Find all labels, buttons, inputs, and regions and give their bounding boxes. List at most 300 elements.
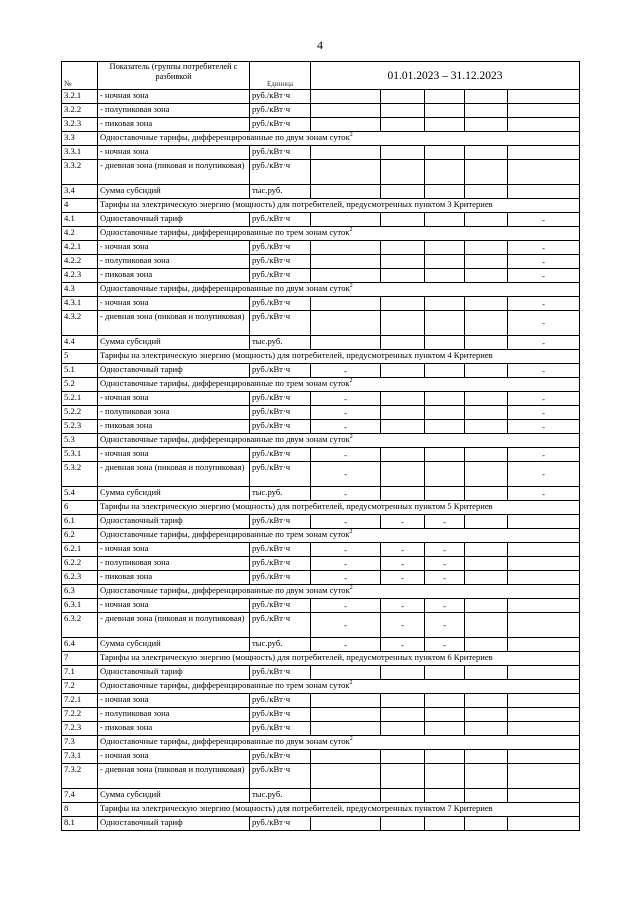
row-number: 7.2 bbox=[62, 680, 98, 694]
row-label: - пиковая зона bbox=[98, 118, 250, 132]
row-label: - ночная зона bbox=[98, 297, 250, 311]
row-label: Одноставочный тариф bbox=[98, 515, 250, 529]
section-label-text: Одноставочные тарифы, дифференцированные по двум зонам суток bbox=[100, 132, 350, 142]
section-row bbox=[62, 199, 580, 213]
row-number: 3.3.2 bbox=[62, 160, 98, 185]
row-unit: руб./кВт·ч bbox=[250, 160, 311, 185]
row-unit: руб./кВт·ч bbox=[250, 420, 311, 434]
value-cell bbox=[425, 406, 465, 420]
value-cell: - bbox=[508, 462, 580, 487]
value-cell bbox=[465, 118, 508, 132]
value-cell bbox=[465, 708, 508, 722]
value-cell: - bbox=[311, 557, 381, 571]
footnote-marker: 2 bbox=[349, 680, 353, 687]
section-label bbox=[98, 132, 580, 146]
value-cell bbox=[311, 817, 381, 831]
value-cell: - bbox=[508, 297, 580, 311]
section-label-text: Одноставочные тарифы, дифференцированные по двум зонам суток bbox=[100, 283, 350, 293]
row-unit: руб./кВт·ч bbox=[250, 213, 311, 227]
table-row bbox=[62, 269, 580, 283]
row-label: - ночная зона bbox=[98, 448, 250, 462]
value-cell bbox=[425, 392, 465, 406]
value-cell bbox=[425, 722, 465, 736]
row-label: Одноставочный тариф bbox=[98, 666, 250, 680]
section-label-text: Одноставочные тарифы, дифференцированные по двум зонам суток bbox=[100, 585, 350, 595]
row-number: 6.3.2 bbox=[62, 613, 98, 638]
value-cell bbox=[311, 336, 381, 350]
row-number: 7.2.1 bbox=[62, 694, 98, 708]
table-row bbox=[62, 487, 580, 501]
row-label: - полупиковая зона bbox=[98, 708, 250, 722]
value-cell: - bbox=[508, 241, 580, 255]
value-cell bbox=[425, 241, 465, 255]
table-row bbox=[62, 557, 580, 571]
value-cell bbox=[381, 392, 425, 406]
value-cell bbox=[311, 297, 381, 311]
value-cell: - bbox=[508, 448, 580, 462]
value-cell bbox=[381, 213, 425, 227]
row-number: 4.2.1 bbox=[62, 241, 98, 255]
table-row bbox=[62, 638, 580, 652]
section-label-text: Тарифы на электрическую энергию (мощность) для потребителей, предусмотренных пунктом 6 Критериев bbox=[100, 652, 493, 662]
value-cell: - bbox=[381, 543, 425, 557]
value-cell: - bbox=[311, 392, 381, 406]
row-unit: руб./кВт·ч bbox=[250, 515, 311, 529]
row-label: - ночная зона bbox=[98, 90, 250, 104]
header-num: № bbox=[62, 62, 98, 90]
footnote-marker: 2 bbox=[349, 378, 353, 385]
row-label: - дневная зона (пиковая и полупиковая) bbox=[98, 160, 250, 185]
row-number: 7.2.2 bbox=[62, 708, 98, 722]
table-row bbox=[62, 543, 580, 557]
value-cell bbox=[465, 185, 508, 199]
row-label: Одноставочный тариф bbox=[98, 364, 250, 378]
row-number: 4.2 bbox=[62, 227, 98, 241]
value-cell bbox=[465, 255, 508, 269]
value-cell bbox=[508, 708, 580, 722]
table-row bbox=[62, 392, 580, 406]
row-label: Сумма субсидий bbox=[98, 336, 250, 350]
section-label-text: Одноставочные тарифы, дифференцированные по трем зонам суток bbox=[100, 227, 350, 237]
value-cell bbox=[381, 241, 425, 255]
value-cell bbox=[465, 599, 508, 613]
row-number: 4.1 bbox=[62, 213, 98, 227]
row-unit: руб./кВт·ч bbox=[250, 817, 311, 831]
value-cell bbox=[508, 104, 580, 118]
table-row bbox=[62, 448, 580, 462]
row-unit: руб./кВт·ч bbox=[250, 666, 311, 680]
value-cell: - bbox=[381, 557, 425, 571]
value-cell bbox=[381, 185, 425, 199]
value-cell bbox=[508, 543, 580, 557]
section-label bbox=[98, 378, 580, 392]
header-period: 01.01.2023 – 31.12.2023 bbox=[311, 62, 580, 90]
row-unit: тыс.руб. bbox=[250, 638, 311, 652]
row-number: 5.2.2 bbox=[62, 406, 98, 420]
value-cell: - bbox=[311, 406, 381, 420]
value-cell bbox=[381, 406, 425, 420]
value-cell bbox=[381, 118, 425, 132]
header-indicator: Показатель (группы потребителей с разбивкой bbox=[98, 62, 250, 90]
value-cell bbox=[381, 666, 425, 680]
row-number: 6 bbox=[62, 501, 98, 515]
row-label: - дневная зона (пиковая и полупиковая) bbox=[98, 613, 250, 638]
value-cell bbox=[425, 90, 465, 104]
value-cell bbox=[381, 269, 425, 283]
row-unit: руб./кВт·ч bbox=[250, 613, 311, 638]
row-number: 7.2.3 bbox=[62, 722, 98, 736]
section-row bbox=[62, 736, 580, 750]
row-number: 6.4 bbox=[62, 638, 98, 652]
row-label: - полупиковая зона bbox=[98, 557, 250, 571]
row-number: 7.3 bbox=[62, 736, 98, 750]
value-cell: - bbox=[508, 213, 580, 227]
value-cell: - bbox=[311, 571, 381, 585]
footnote-marker: 2 bbox=[349, 132, 353, 139]
section-label-text: Тарифы на электрическую энергию (мощность) для потребителей, предусмотренных пунктом 3 Критериев bbox=[100, 199, 493, 209]
value-cell: - bbox=[381, 571, 425, 585]
value-cell bbox=[311, 269, 381, 283]
value-cell: - bbox=[311, 515, 381, 529]
table-row bbox=[62, 90, 580, 104]
value-cell bbox=[311, 789, 381, 803]
value-cell bbox=[425, 336, 465, 350]
row-label: - полупиковая зона bbox=[98, 255, 250, 269]
value-cell bbox=[465, 817, 508, 831]
row-unit: руб./кВт·ч bbox=[250, 462, 311, 487]
section-label bbox=[98, 680, 580, 694]
table-row bbox=[62, 666, 580, 680]
row-number: 6.2.2 bbox=[62, 557, 98, 571]
row-number: 6.2.3 bbox=[62, 571, 98, 585]
value-cell: - bbox=[311, 462, 381, 487]
row-number: 3.4 bbox=[62, 185, 98, 199]
row-label: Одноставочный тариф bbox=[98, 817, 250, 831]
row-number: 7.4 bbox=[62, 789, 98, 803]
value-cell bbox=[425, 146, 465, 160]
footnote-marker: 2 bbox=[349, 434, 353, 441]
row-unit: руб./кВт·ч bbox=[250, 364, 311, 378]
row-unit: руб./кВт·ч bbox=[250, 406, 311, 420]
row-number: 8 bbox=[62, 803, 98, 817]
row-label: - дневная зона (пиковая и полупиковая) bbox=[98, 764, 250, 789]
table-row bbox=[62, 336, 580, 350]
row-number: 4.2.2 bbox=[62, 255, 98, 269]
page-number: 4 bbox=[317, 38, 323, 52]
value-cell bbox=[425, 487, 465, 501]
row-number: 7.3.1 bbox=[62, 750, 98, 764]
row-label: - ночная зона bbox=[98, 241, 250, 255]
value-cell: - bbox=[508, 311, 580, 336]
value-cell bbox=[465, 104, 508, 118]
table-row bbox=[62, 750, 580, 764]
value-cell bbox=[425, 789, 465, 803]
value-cell bbox=[311, 750, 381, 764]
value-cell bbox=[381, 160, 425, 185]
value-cell bbox=[381, 722, 425, 736]
value-cell bbox=[425, 666, 465, 680]
value-cell bbox=[508, 694, 580, 708]
table-row bbox=[62, 406, 580, 420]
section-label bbox=[98, 501, 580, 515]
value-cell: - bbox=[508, 336, 580, 350]
value-cell bbox=[381, 694, 425, 708]
row-number: 5.1 bbox=[62, 364, 98, 378]
value-cell: - bbox=[508, 392, 580, 406]
value-cell bbox=[508, 515, 580, 529]
row-unit: тыс.руб. bbox=[250, 336, 311, 350]
value-cell bbox=[465, 213, 508, 227]
value-cell bbox=[311, 90, 381, 104]
section-label-text: Одноставочные тарифы, дифференцированные по трем зонам суток bbox=[100, 680, 350, 690]
section-label-text: Тарифы на электрическую энергию (мощность) для потребителей, предусмотренных пунктом 5 Критериев bbox=[100, 501, 493, 511]
table-row bbox=[62, 462, 580, 487]
row-label: - дневная зона (пиковая и полупиковая) bbox=[98, 311, 250, 336]
row-unit: руб./кВт·ч bbox=[250, 269, 311, 283]
value-cell bbox=[465, 722, 508, 736]
value-cell bbox=[465, 241, 508, 255]
section-row bbox=[62, 283, 580, 297]
section-label bbox=[98, 736, 580, 750]
value-cell: - bbox=[508, 364, 580, 378]
section-label bbox=[98, 283, 580, 297]
table-row bbox=[62, 515, 580, 529]
row-label: - ночная зона bbox=[98, 146, 250, 160]
value-cell bbox=[311, 146, 381, 160]
section-label bbox=[98, 434, 580, 448]
section-label-text: Одноставочные тарифы, дифференцированные по трем зонам суток bbox=[100, 378, 350, 388]
row-number: 4.2.3 bbox=[62, 269, 98, 283]
table-row bbox=[62, 722, 580, 736]
table-row bbox=[62, 297, 580, 311]
row-number: 5.2 bbox=[62, 378, 98, 392]
section-row bbox=[62, 434, 580, 448]
value-cell bbox=[381, 420, 425, 434]
value-cell bbox=[425, 213, 465, 227]
value-cell bbox=[465, 543, 508, 557]
section-label-text: Одноставочные тарифы, дифференцированные по двум зонам суток bbox=[100, 736, 350, 746]
footnote-marker: 2 bbox=[349, 736, 353, 743]
row-label: Одноставочный тариф bbox=[98, 213, 250, 227]
value-cell bbox=[425, 750, 465, 764]
value-cell: - bbox=[425, 599, 465, 613]
value-cell bbox=[381, 462, 425, 487]
value-cell bbox=[465, 420, 508, 434]
value-cell bbox=[381, 764, 425, 789]
value-cell bbox=[311, 213, 381, 227]
row-number: 5 bbox=[62, 350, 98, 364]
value-cell bbox=[381, 750, 425, 764]
value-cell: - bbox=[311, 599, 381, 613]
row-label: Сумма субсидий bbox=[98, 185, 250, 199]
value-cell: - bbox=[381, 638, 425, 652]
value-cell bbox=[425, 118, 465, 132]
footnote-marker: 2 bbox=[349, 283, 353, 290]
value-cell bbox=[381, 817, 425, 831]
table-row bbox=[62, 241, 580, 255]
row-number: 5.3.2 bbox=[62, 462, 98, 487]
value-cell bbox=[425, 160, 465, 185]
value-cell bbox=[425, 817, 465, 831]
value-cell bbox=[465, 462, 508, 487]
value-cell bbox=[465, 571, 508, 585]
value-cell: - bbox=[425, 638, 465, 652]
tariff-table bbox=[61, 61, 580, 831]
row-unit: тыс.руб. bbox=[250, 789, 311, 803]
row-label: Сумма субсидий bbox=[98, 487, 250, 501]
row-unit: руб./кВт·ч bbox=[250, 750, 311, 764]
value-cell bbox=[465, 269, 508, 283]
row-unit: руб./кВт·ч bbox=[250, 448, 311, 462]
value-cell bbox=[465, 160, 508, 185]
row-label: - ночная зона bbox=[98, 392, 250, 406]
row-label: - полупиковая зона bbox=[98, 406, 250, 420]
value-cell bbox=[425, 269, 465, 283]
value-cell bbox=[311, 708, 381, 722]
table-row bbox=[62, 571, 580, 585]
section-label-text: Тарифы на электрическую энергию (мощность) для потребителей, предусмотренных пунктом 4 Критериев bbox=[100, 350, 493, 360]
row-unit: руб./кВт·ч bbox=[250, 255, 311, 269]
value-cell bbox=[311, 764, 381, 789]
row-number: 4.4 bbox=[62, 336, 98, 350]
row-number: 5.3.1 bbox=[62, 448, 98, 462]
row-unit: руб./кВт·ч bbox=[250, 297, 311, 311]
row-number: 3.3.1 bbox=[62, 146, 98, 160]
row-number: 7 bbox=[62, 652, 98, 666]
section-row bbox=[62, 378, 580, 392]
value-cell bbox=[465, 336, 508, 350]
row-number: 5.3 bbox=[62, 434, 98, 448]
value-cell bbox=[381, 789, 425, 803]
row-number: 3.2.2 bbox=[62, 104, 98, 118]
table-row bbox=[62, 764, 580, 789]
value-cell: - bbox=[311, 613, 381, 638]
value-cell bbox=[425, 462, 465, 487]
value-cell: - bbox=[311, 364, 381, 378]
row-number: 8.1 bbox=[62, 817, 98, 831]
row-number: 7.1 bbox=[62, 666, 98, 680]
value-cell bbox=[508, 160, 580, 185]
row-label: Сумма субсидий bbox=[98, 638, 250, 652]
section-row bbox=[62, 680, 580, 694]
value-cell bbox=[465, 694, 508, 708]
table-row bbox=[62, 311, 580, 336]
value-cell bbox=[425, 708, 465, 722]
table-row bbox=[62, 255, 580, 269]
value-cell: - bbox=[508, 487, 580, 501]
row-unit: руб./кВт·ч bbox=[250, 392, 311, 406]
value-cell: - bbox=[311, 487, 381, 501]
row-label: - дневная зона (пиковая и полупиковая) bbox=[98, 462, 250, 487]
value-cell bbox=[381, 297, 425, 311]
value-cell bbox=[508, 557, 580, 571]
row-unit: руб./кВт·ч bbox=[250, 694, 311, 708]
section-label bbox=[98, 585, 580, 599]
footnote-marker: 2 bbox=[349, 529, 353, 536]
row-number: 4.3.2 bbox=[62, 311, 98, 336]
value-cell bbox=[381, 364, 425, 378]
row-number: 6.2.1 bbox=[62, 543, 98, 557]
row-number: 6.1 bbox=[62, 515, 98, 529]
value-cell bbox=[381, 104, 425, 118]
table-row bbox=[62, 146, 580, 160]
value-cell bbox=[381, 90, 425, 104]
value-cell bbox=[508, 185, 580, 199]
footnote-marker: 2 bbox=[349, 227, 353, 234]
value-cell bbox=[508, 817, 580, 831]
value-cell bbox=[465, 789, 508, 803]
row-label: - пиковая зона bbox=[98, 420, 250, 434]
value-cell bbox=[508, 789, 580, 803]
value-cell bbox=[508, 90, 580, 104]
value-cell bbox=[425, 448, 465, 462]
value-cell bbox=[465, 406, 508, 420]
value-cell: - bbox=[508, 269, 580, 283]
value-cell bbox=[508, 613, 580, 638]
row-unit: руб./кВт·ч bbox=[250, 146, 311, 160]
value-cell bbox=[311, 118, 381, 132]
value-cell bbox=[425, 255, 465, 269]
value-cell bbox=[465, 613, 508, 638]
section-label-text: Одноставочные тарифы, дифференцированные по двум зонам суток bbox=[100, 434, 350, 444]
table-row bbox=[62, 104, 580, 118]
section-label-text: Тарифы на электрическую энергию (мощность) для потребителей, предусмотренных пунктом 7 Критериев bbox=[100, 803, 493, 813]
section-label bbox=[98, 227, 580, 241]
row-unit: руб./кВт·ч bbox=[250, 571, 311, 585]
value-cell bbox=[311, 722, 381, 736]
value-cell bbox=[508, 666, 580, 680]
row-number: 4 bbox=[62, 199, 98, 213]
table-row bbox=[62, 160, 580, 185]
value-cell bbox=[508, 599, 580, 613]
value-cell bbox=[465, 311, 508, 336]
value-cell bbox=[381, 448, 425, 462]
table-row bbox=[62, 213, 580, 227]
table-row bbox=[62, 694, 580, 708]
row-label: - полупиковая зона bbox=[98, 104, 250, 118]
value-cell bbox=[425, 297, 465, 311]
value-cell bbox=[425, 104, 465, 118]
value-cell bbox=[311, 666, 381, 680]
row-label: - ночная зона bbox=[98, 543, 250, 557]
row-number: 7.3.2 bbox=[62, 764, 98, 789]
row-unit: руб./кВт·ч bbox=[250, 722, 311, 736]
value-cell bbox=[465, 750, 508, 764]
value-cell bbox=[465, 392, 508, 406]
value-cell: - bbox=[311, 543, 381, 557]
section-row bbox=[62, 132, 580, 146]
value-cell: - bbox=[508, 420, 580, 434]
row-label: - ночная зона bbox=[98, 599, 250, 613]
value-cell bbox=[508, 638, 580, 652]
row-label: Сумма субсидий bbox=[98, 789, 250, 803]
row-unit: руб./кВт·ч bbox=[250, 118, 311, 132]
table-row bbox=[62, 817, 580, 831]
value-cell bbox=[381, 708, 425, 722]
value-cell bbox=[311, 160, 381, 185]
row-unit: тыс.руб. bbox=[250, 185, 311, 199]
value-cell bbox=[381, 336, 425, 350]
value-cell: - bbox=[311, 638, 381, 652]
row-number: 5.2.1 bbox=[62, 392, 98, 406]
value-cell: - bbox=[311, 420, 381, 434]
section-label bbox=[98, 529, 580, 543]
row-unit: тыс.руб. bbox=[250, 487, 311, 501]
value-cell bbox=[508, 764, 580, 789]
section-label bbox=[98, 199, 580, 213]
value-cell bbox=[425, 185, 465, 199]
row-number: 3.2.3 bbox=[62, 118, 98, 132]
